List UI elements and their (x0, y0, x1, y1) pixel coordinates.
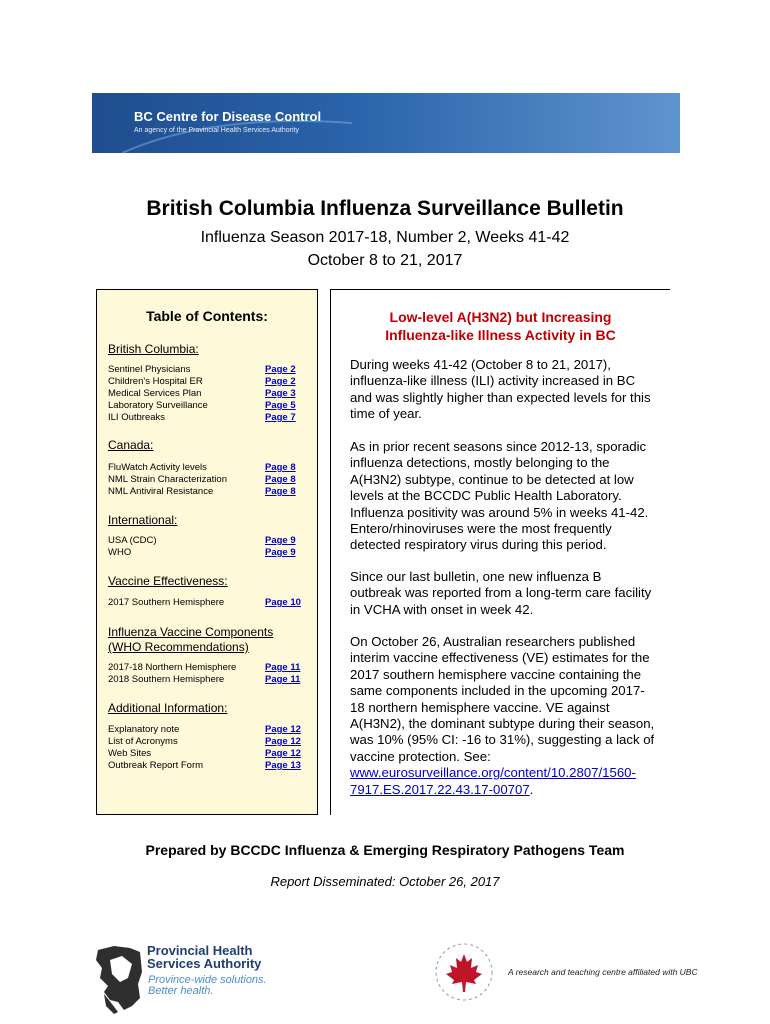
banner-subtitle: An agency of the Provincial Health Services Authority (134, 127, 299, 134)
summary-paragraph-4-text: On October 26, Australian researchers published interim vaccine effectiveness (VE) estimates for the 2017 southern hemisphere vaccine containing the same components included in the upcoming 2017-18 northern hemisphere vaccine. VE against A(H3N2), the dominant subtype during their season, was 10% (95% CI: -16 to 31%), suggesting a lack of vaccine protection. See: (350, 634, 655, 764)
toc-item: Medical Services Plan (108, 388, 202, 399)
toc-page-link[interactable]: Page 2 (265, 376, 296, 387)
toc-page-link[interactable]: Page 11 (265, 674, 301, 685)
phsa-name-line2: Services Authority (147, 956, 262, 971)
toc-page-link[interactable]: Page 10 (265, 597, 301, 608)
phsa-tagline-line1: Province-wide solutions. (148, 974, 267, 986)
toc-item: Laboratory Surveillance (108, 400, 208, 411)
toc-section-bc: British Columbia: (108, 342, 199, 356)
summary-heading-line1: Low-level A(H3N2) but Increasing (389, 309, 612, 325)
toc-section-vaccine-components: Influenza Vaccine Components (108, 625, 274, 639)
toc-page-link[interactable]: Page 5 (265, 400, 296, 411)
toc-page-link[interactable]: Page 12 (265, 736, 301, 747)
toc-page-link[interactable]: Page 8 (265, 474, 296, 485)
toc-page-link[interactable]: Page 8 (265, 486, 296, 497)
toc-section-canada: Canada: (108, 438, 154, 452)
prepared-by: Prepared by BCCDC Influenza & Emerging Respiratory Pathogens Team (145, 842, 625, 858)
summary-heading (331, 308, 670, 344)
phsa-tagline-line2: Better health. (148, 985, 214, 997)
toc-section-vaccine-effectiveness: Vaccine Effectiveness: (108, 574, 228, 588)
toc-section-additional: Additional Information: (108, 701, 228, 715)
toc-heading: Table of Contents: (146, 308, 268, 324)
banner-title: BC Centre for Disease Control (134, 109, 322, 124)
summary-paragraph-2: As in prior recent seasons since 2012-13, sporadic influenza detections, mostly belonging to the A(H3N2) subtype, continue to be detected at low levels at the BCCDC Public Health Laboratory. Influenza positivity was around 5% in weeks 41-42. Entero/rhinoviruses were the most frequently detected respiratory virus during this period. (350, 439, 649, 553)
toc-section-international: International: (108, 513, 178, 527)
toc-item: ILI Outbreaks (108, 412, 166, 423)
toc-item: 2017-18 Northern Hemisphere (108, 662, 237, 673)
bc-map-icon (92, 942, 147, 1017)
toc-item: Web Sites (108, 748, 152, 759)
toc-item: FluWatch Activity levels (108, 462, 207, 473)
report-disseminated: Report Disseminated: October 26, 2017 (270, 874, 500, 889)
toc-page-link[interactable]: Page 11 (265, 662, 301, 673)
link-period: . (529, 781, 534, 797)
toc-page-link[interactable]: Page 13 (265, 760, 301, 771)
bccdc-banner (92, 93, 680, 153)
toc-page-link[interactable]: Page 12 (265, 748, 301, 759)
toc-item: Outbreak Report Form (108, 760, 204, 771)
toc-page-link[interactable]: Page 8 (265, 462, 296, 473)
summary-panel (330, 289, 670, 815)
toc-item: Children's Hospital ER (108, 376, 203, 387)
toc-page-link[interactable]: Page 12 (265, 724, 301, 735)
ubc-affiliation: A research and teaching centre affiliated with UBC (508, 967, 698, 977)
table-of-contents (96, 289, 318, 815)
bulletin-season: Influenza Season 2017-18, Number 2, Weeks 41-42 (200, 229, 570, 246)
toc-item: 2017 Southern Hemisphere (108, 597, 225, 608)
toc-page-link[interactable]: Page 3 (265, 388, 296, 399)
summary-heading-line2: Influenza-like Illness Activity in BC (385, 327, 616, 343)
toc-item: 2018 Southern Hemisphere (108, 674, 225, 685)
phsa-logo (92, 942, 292, 1014)
toc-page-link[interactable]: Page 2 (265, 364, 296, 375)
summary-paragraph-3: Since our last bulletin, one new influenza B outbreak was reported from a long-term care facility in VCHA with onset in week 42. (350, 569, 652, 617)
toc-item: List of Acronyms (108, 736, 178, 747)
summary-paragraph-1: During weeks 41-42 (October 8 to 21, 2017), influenza-like illness (ILI) activity increased in BC and was slightly higher than expected levels for this time of year. (350, 357, 651, 422)
toc-section-vaccine-components-sub: (WHO Recommendations) (108, 640, 249, 654)
toc-item: WHO (108, 547, 132, 558)
toc-page-link[interactable]: Page 7 (265, 412, 296, 423)
bulletin-dates: October 8 to 21, 2017 (307, 252, 463, 269)
summary-paragraph-4 (350, 634, 655, 798)
phsa-name-line1: Provincial Health (147, 943, 253, 958)
bulletin-title: British Columbia Influenza Surveillance Bulletin (146, 197, 624, 220)
toc-item: NML Antiviral Resistance (108, 486, 214, 497)
toc-item: Sentinel Physicians (108, 364, 191, 375)
eurosurveillance-link[interactable]: www.eurosurveillance.org/content/10.2807/1560-7917.ES.2017.22.43.17-00707 (350, 765, 636, 797)
toc-item: Explanatory note (108, 724, 180, 735)
phsa-name (147, 944, 261, 970)
toc-page-link[interactable]: Page 9 (265, 547, 296, 558)
maple-leaf-seal-icon (432, 940, 496, 1004)
toc-item: USA (CDC) (108, 535, 157, 546)
phsa-tagline (148, 975, 267, 997)
accreditation-seal (432, 940, 496, 1004)
toc-item: NML Strain Characterization (108, 474, 227, 485)
toc-page-link[interactable]: Page 9 (265, 535, 296, 546)
